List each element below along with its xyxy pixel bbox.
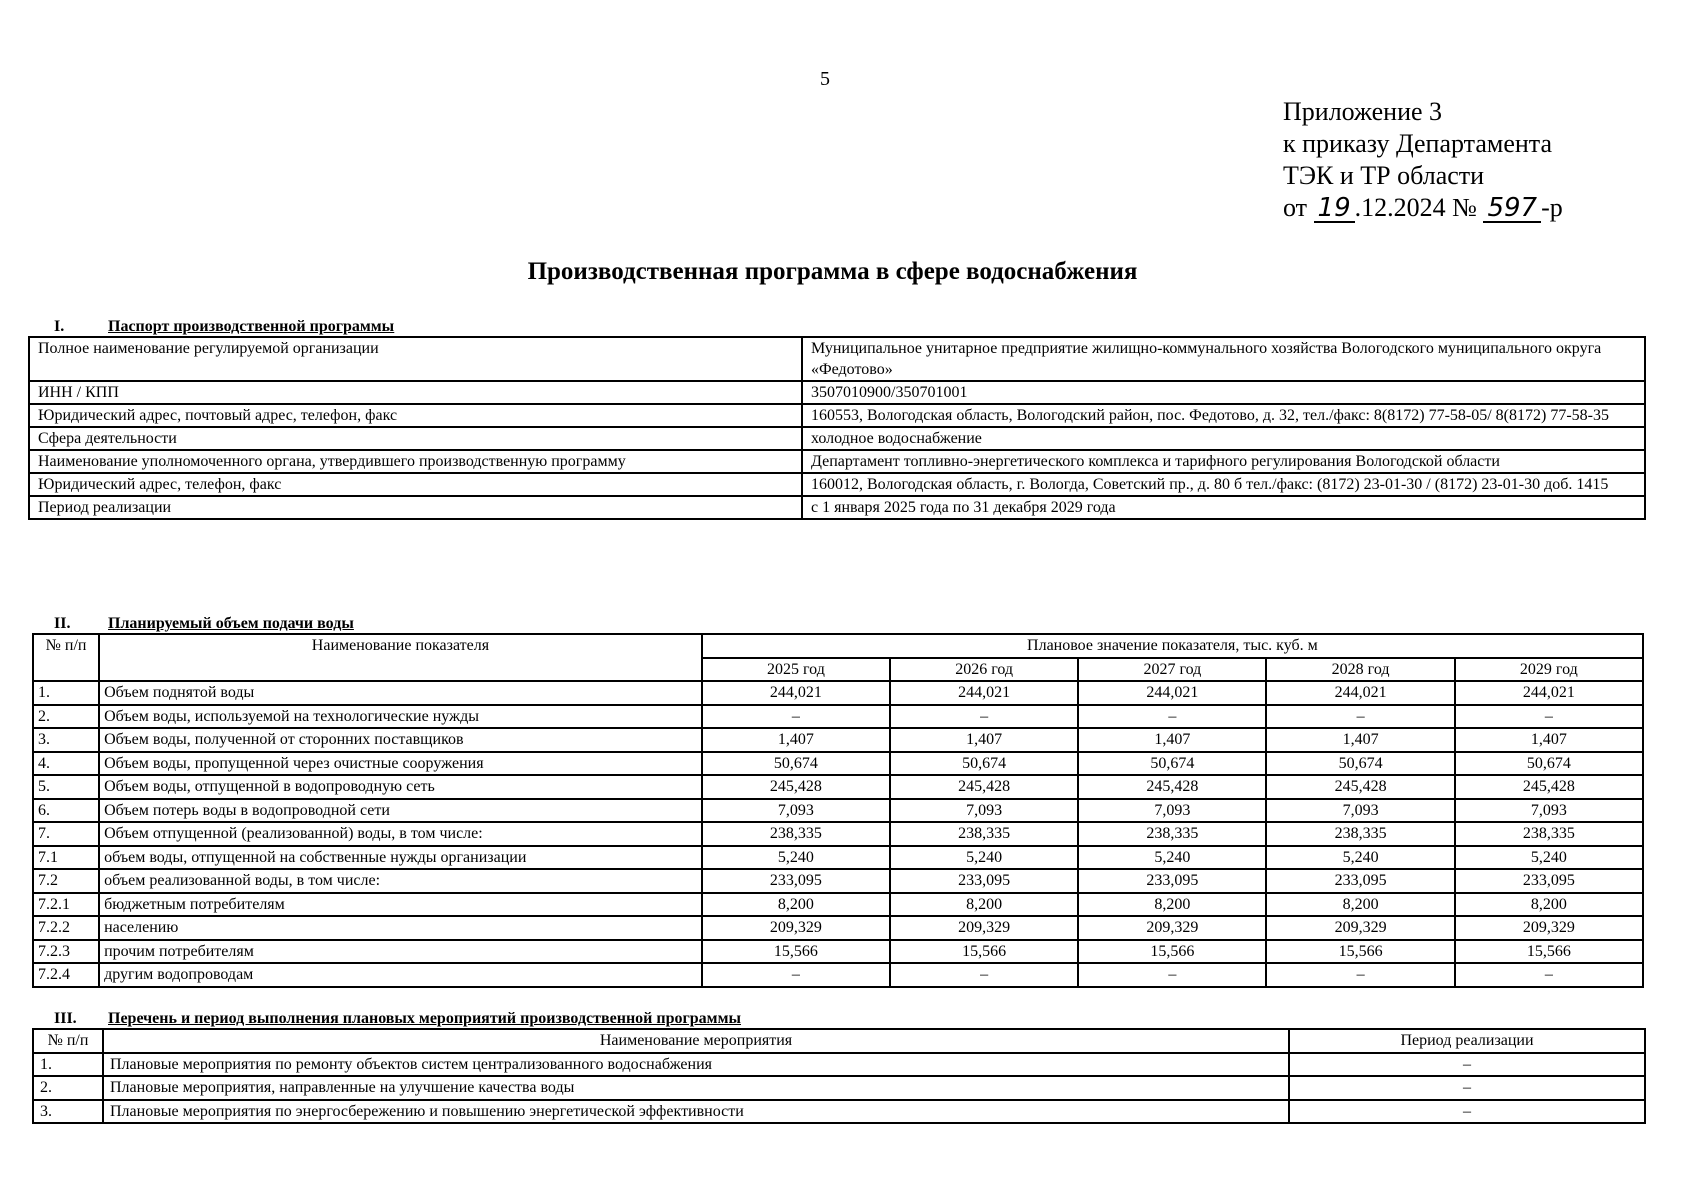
document-title: Производственная программа в сфере водоснабжения <box>527 258 1138 285</box>
row-value: 15,566 <box>890 940 1078 964</box>
row-value: 245,428 <box>702 775 890 799</box>
passport-label: Юридический адрес, почтовый адрес, телефон, факс <box>29 404 802 427</box>
row-value: – <box>702 705 890 729</box>
row-number: 1. <box>33 681 99 705</box>
table-row <box>33 940 1643 964</box>
row-value: 50,674 <box>890 752 1078 776</box>
row-indicator-name: Объем воды, полученной от сторонних поставщиков <box>99 728 702 752</box>
row-value: 5,240 <box>1078 846 1266 870</box>
col-header-year: 2028 год <box>1266 658 1454 682</box>
table-row <box>33 846 1643 870</box>
row-value: 238,335 <box>1266 822 1454 846</box>
row-value: 244,021 <box>1455 681 1643 705</box>
row-value: 244,021 <box>702 681 890 705</box>
appendix-line-2: к приказу Департамента <box>1283 129 1553 158</box>
passport-value: Муниципальное унитарное предприятие жилищно-коммунального хозяйства Вологодского муниципального округа «Федотово» <box>802 337 1645 381</box>
row-value: 1,407 <box>890 728 1078 752</box>
col-header-year: 2029 год <box>1455 658 1643 682</box>
row-value: – <box>890 705 1078 729</box>
table-row <box>29 496 1645 519</box>
row-value: 245,428 <box>1266 775 1454 799</box>
passport-label: Период реализации <box>29 496 802 519</box>
row-number: 4. <box>33 752 99 776</box>
row-number: 5. <box>33 775 99 799</box>
table-header-row <box>33 634 1643 658</box>
row-value: – <box>1078 705 1266 729</box>
row-indicator-name: другим водопроводам <box>99 963 702 987</box>
table-row <box>33 775 1643 799</box>
row-value: 15,566 <box>702 940 890 964</box>
date-prefix: от <box>1283 193 1308 222</box>
passport-value: 3507010900/350701001 <box>802 381 1645 404</box>
table-row <box>29 337 1645 381</box>
table-row <box>29 473 1645 496</box>
col-header-period: Период реализации <box>1289 1029 1645 1053</box>
table-row <box>33 799 1643 823</box>
row-value: 244,021 <box>1078 681 1266 705</box>
table-row <box>33 869 1643 893</box>
row-value: 7,093 <box>890 799 1078 823</box>
row-number: 7. <box>33 822 99 846</box>
passport-label: Наименование уполномоченного органа, утвердившего производственную программу <box>29 450 802 473</box>
col-header-name: Наименование показателя <box>99 634 702 681</box>
row-value: – <box>1266 963 1454 987</box>
passport-label: ИНН / КПП <box>29 381 802 404</box>
activities-table <box>32 1028 1646 1124</box>
appendix-block <box>1283 96 1563 224</box>
row-number: 3. <box>33 728 99 752</box>
row-value: 8,200 <box>1078 893 1266 917</box>
row-value: – <box>1078 963 1266 987</box>
appendix-line-3: ТЭК и ТР области <box>1283 161 1485 190</box>
table-row <box>33 1100 1645 1124</box>
water-volume-table <box>32 633 1644 988</box>
section-2-number: II. <box>54 615 71 632</box>
order-number-handwritten: 597 <box>1483 195 1541 223</box>
row-number: 7.2.4 <box>33 963 99 987</box>
row-number: 2. <box>33 705 99 729</box>
table-row <box>33 916 1643 940</box>
row-activity-name: Плановые мероприятия по энергосбережению и повышению энергетической эффективности <box>103 1100 1289 1124</box>
col-header-number: № п/п <box>33 634 99 681</box>
row-indicator-name: Объем поднятой воды <box>99 681 702 705</box>
row-value: 1,407 <box>1266 728 1454 752</box>
table-row <box>33 963 1643 987</box>
row-value: 1,407 <box>702 728 890 752</box>
row-indicator-name: объем воды, отпущенной на собственные нужды организации <box>99 846 702 870</box>
col-header-year: 2027 год <box>1078 658 1266 682</box>
row-value: 233,095 <box>1078 869 1266 893</box>
row-value: 238,335 <box>1078 822 1266 846</box>
section-3-title: Перечень и период выполнения плановых мероприятий производственной программы <box>108 1010 741 1027</box>
row-value: 7,093 <box>1455 799 1643 823</box>
row-value: 50,674 <box>1078 752 1266 776</box>
table-row <box>33 1053 1645 1077</box>
row-value: – <box>1266 705 1454 729</box>
row-value: 5,240 <box>890 846 1078 870</box>
passport-value: с 1 января 2025 года по 31 декабря 2029 года <box>802 496 1645 519</box>
row-value: 245,428 <box>1078 775 1266 799</box>
row-indicator-name: объем реализованной воды, в том числе: <box>99 869 702 893</box>
section-2-title: Планируемый объем подачи воды <box>108 615 354 632</box>
table-row <box>29 404 1645 427</box>
table-row <box>33 752 1643 776</box>
row-number: 7.2.1 <box>33 893 99 917</box>
row-value: 15,566 <box>1266 940 1454 964</box>
order-suffix: -р <box>1541 193 1563 222</box>
section-3-number: III. <box>54 1010 77 1027</box>
row-value: 8,200 <box>890 893 1078 917</box>
row-value: 209,329 <box>1266 916 1454 940</box>
row-number: 7.2 <box>33 869 99 893</box>
date-rest: .12.2024 № <box>1354 193 1477 222</box>
row-value: 244,021 <box>890 681 1078 705</box>
row-value: 5,240 <box>1266 846 1454 870</box>
passport-table <box>28 336 1646 520</box>
table-row <box>33 822 1643 846</box>
row-number: 2. <box>33 1076 103 1100</box>
table-row <box>33 1076 1645 1100</box>
row-number: 7.1 <box>33 846 99 870</box>
row-number: 3. <box>33 1100 103 1124</box>
table-row <box>29 427 1645 450</box>
row-number: 6. <box>33 799 99 823</box>
col-header-group: Плановое значение показателя, тыс. куб. м <box>702 634 1643 658</box>
row-period: – <box>1289 1053 1645 1077</box>
row-value: 244,021 <box>1266 681 1454 705</box>
passport-label: Полное наименование регулируемой организации <box>29 337 802 381</box>
row-indicator-name: Объем воды, пропущенной через очистные сооружения <box>99 752 702 776</box>
row-value: 15,566 <box>1455 940 1643 964</box>
row-value: 209,329 <box>1078 916 1266 940</box>
table-header-row <box>33 1029 1645 1053</box>
row-value: 7,093 <box>702 799 890 823</box>
row-activity-name: Плановые мероприятия по ремонту объектов систем централизованного водоснабжения <box>103 1053 1289 1077</box>
appendix-line-1: Приложение 3 <box>1283 97 1443 126</box>
row-value: 8,200 <box>1266 893 1454 917</box>
row-value: 233,095 <box>1455 869 1643 893</box>
row-period: – <box>1289 1100 1645 1124</box>
row-value: – <box>702 963 890 987</box>
row-value: 238,335 <box>702 822 890 846</box>
passport-value: холодное водоснабжение <box>802 427 1645 450</box>
table-row <box>29 381 1645 404</box>
passport-value: 160553, Вологодская область, Вологодский район, пос. Федотово, д. 32, тел./факс: 8(8172) 77-58-05/ 8(8172) 77-58-35 <box>802 404 1645 427</box>
col-header-year: 2025 год <box>702 658 890 682</box>
row-value: 7,093 <box>1266 799 1454 823</box>
row-value: 50,674 <box>1266 752 1454 776</box>
table-row <box>29 450 1645 473</box>
row-indicator-name: Объем потерь воды в водопроводной сети <box>99 799 702 823</box>
row-value: 50,674 <box>1455 752 1643 776</box>
appendix-date-line <box>1283 192 1563 224</box>
page-number: 5 <box>820 68 830 90</box>
row-activity-name: Плановые мероприятия, направленные на улучшение качества воды <box>103 1076 1289 1100</box>
row-value: 5,240 <box>1455 846 1643 870</box>
row-number: 1. <box>33 1053 103 1077</box>
row-value: 209,329 <box>1455 916 1643 940</box>
section-1-number: I. <box>54 318 65 335</box>
row-period: – <box>1289 1076 1645 1100</box>
row-indicator-name: прочим потребителям <box>99 940 702 964</box>
row-value: 1,407 <box>1078 728 1266 752</box>
col-header-number: № п/п <box>33 1029 103 1053</box>
row-indicator-name: Объем воды, используемой на технологические нужды <box>99 705 702 729</box>
row-value: 50,674 <box>702 752 890 776</box>
row-value: 8,200 <box>1455 893 1643 917</box>
row-value: 245,428 <box>1455 775 1643 799</box>
row-indicator-name: Объем воды, отпущенной в водопроводную сеть <box>99 775 702 799</box>
row-value: 209,329 <box>702 916 890 940</box>
row-value: 7,093 <box>1078 799 1266 823</box>
row-indicator-name: Объем отпущенной (реализованной) воды, в том числе: <box>99 822 702 846</box>
row-value: 233,095 <box>1266 869 1454 893</box>
section-3-heading <box>54 1010 741 1028</box>
row-value: 15,566 <box>1078 940 1266 964</box>
row-value: – <box>1455 705 1643 729</box>
row-indicator-name: населению <box>99 916 702 940</box>
passport-value: 160012, Вологодская область, г. Вологда, Советский пр., д. 80 б тел./факс: (8172) 23-01-30 / (8172) 23-01-30 доб. 1415 <box>802 473 1645 496</box>
passport-label: Юридический адрес, телефон, факс <box>29 473 802 496</box>
table-row <box>33 893 1643 917</box>
section-1-heading <box>54 318 394 336</box>
table-row <box>33 705 1643 729</box>
row-value: – <box>1455 963 1643 987</box>
row-value: 8,200 <box>702 893 890 917</box>
row-value: 1,407 <box>1455 728 1643 752</box>
row-value: 5,240 <box>702 846 890 870</box>
section-1-title: Паспорт производственной программы <box>108 318 395 335</box>
table-row <box>33 728 1643 752</box>
row-value: 238,335 <box>890 822 1078 846</box>
row-value: 233,095 <box>702 869 890 893</box>
row-number: 7.2.2 <box>33 916 99 940</box>
date-day-handwritten: 19 <box>1314 195 1355 223</box>
col-header-activity: Наименование мероприятия <box>103 1029 1289 1053</box>
row-value: 238,335 <box>1455 822 1643 846</box>
row-indicator-name: бюджетным потребителям <box>99 893 702 917</box>
col-header-year: 2026 год <box>890 658 1078 682</box>
passport-value: Департамент топливно-энергетического комплекса и тарифного регулирования Вологодской области <box>802 450 1645 473</box>
row-value: 233,095 <box>890 869 1078 893</box>
row-value: 245,428 <box>890 775 1078 799</box>
row-value: – <box>890 963 1078 987</box>
row-number: 7.2.3 <box>33 940 99 964</box>
passport-label: Сфера деятельности <box>29 427 802 450</box>
section-2-heading <box>54 615 354 633</box>
table-row <box>33 681 1643 705</box>
row-value: 209,329 <box>890 916 1078 940</box>
